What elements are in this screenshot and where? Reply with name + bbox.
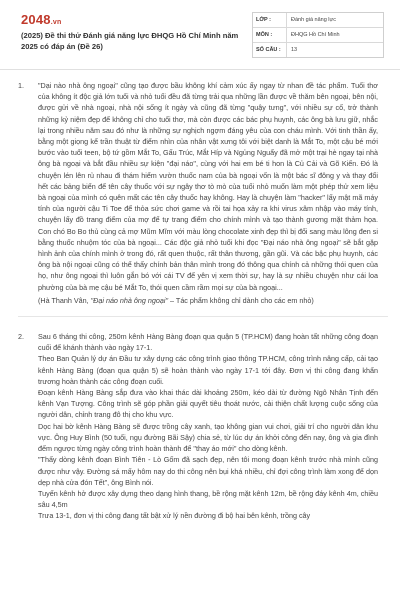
paragraph: "Thấy dòng kênh đoạn Bình Tiên - Lò Gốm đã sạch đẹp, nên tôi mong đoạn kênh trước nhà mình cũng được như vậy. Đường sá mấy hôm nay do thi công nên bụi khá nhiều, chỉ đợi công trình làm xong để dọn dẹp nhà cửa đón Tết", ông Bình nói. <box>38 455 378 487</box>
question-divider <box>18 316 388 317</box>
meta-value: 13 <box>291 47 298 53</box>
site-logo[interactable] <box>21 12 61 27</box>
logo-suffix: .vn <box>50 19 62 26</box>
passage-text: "Dại nào nhà ông ngoại" cũng tạo được bầu không khí cảm xúc ấy ngay từ nhan đề tác phẩm. Tuổi thơ của không ít độc giả lớn tuổi và nhỏ tuổi đều đã từng trải qua những lần được về thăm bên ngoại, bên nội, được gửi về nhà ngoại, nhà nội sống ít ngày và cũng đã từng "quậy tưng", với nhiều sự cố, trở thành những kỷ niệm đẹp để không chỉ cho tuổi thơ, mà còn được các bác phụ huynh, các ông bà lưu giữ, nhắc lại trong nhiều năm sau đó như là những sự nghịch ngợm đáng yêu của con cháu mình. Với tinh thần ấy, bằng một giọng kể trần thuật từ điểm nhìn của nhân vật xưng tôi với biệt danh là Mắt To, một cậu bé mới bước vào tuổi teen, bộ tứ gồm Mắt To, Gấu Trúc, Mắt Híp và Ngủng Nguẩy đã mở một trại hè ngay tại nhà ông bà ngoại và bắt đầu nhiều sự kiện "đại náo", cùng với hai em bé ti hon là Củ Cải và Gõ Kiến. Đó là chuyện lén lên rủ nhau đi thám hiểm vườn thuốc nam của bà ngoại vốn là một bác sĩ đông y và thay đổi hết các bảng biển để tên cây thuốc với sự ngây thơ tò mò của tuổi nhỏ muốn làm một phép thử xem liệu bà ngoại của mình có quên mất các tên cây thuốc hay không. Hay là chuyện làm "hacker" lấy mật mã máy tính của người cậu Ti Toe để thỏa sức chơi game và rồi tai họa xảy ra khi virus xâm nhập vào máy tính, chuyện lấy đồ trang điểm của mợ để tự trang điểm cho chính mình và tạo thành gương mặt thảm họa. Con chó Bo Bo thủ cùng cả mợ Mũm Mĩm với màu lòng chocolate xinh đẹp thì bị đổi sang màu lông đen si bằng thuốc nhuộm tóc của bà ngoại... Các độc giả nhỏ tuổi khi đọc "Đại náo nhà ông ngoại" sẽ bắt gặp hình ảnh của chính mình ở trong đó, rất quen thuộc, rất thân thương, gần gũi. Và các bậc phụ huynh, các ông bà nội ngoại cũng có thể thấy chính bản thân mình trong đó thông qua chính cả những thói quen của họ, như ông ngoại thì luôn gắn bó với cái TV để yên vị xem thời sự, hay là sự nhiều chuyện như cái loa phường của bà mẹ cậu bé Mắt To, thói quen cầm rầm mọi sự của bà ngoại... <box>38 81 378 292</box>
meta-value: Đánh giá năng lực <box>291 17 336 23</box>
question-number: 1. <box>18 81 24 90</box>
logo-text: 2048 <box>21 12 51 27</box>
meta-key: SỐ CÂU : <box>253 43 287 57</box>
document-title: (2025) Đề thi thử Đánh giá năng lực ĐHQG Hồ Chí Minh năm 2025 có đáp án (Đề 26) <box>21 31 239 51</box>
question-number: 2. <box>18 332 24 342</box>
questions-list <box>18 80 388 522</box>
meta-key: LỚP : <box>253 13 287 27</box>
paragraph: Sau 6 tháng thi công, 250m kênh Hàng Bàng đoạn qua quận 5 (TP.HCM) đang hoàn tất những công đoạn cuối để khánh thành vào ngày 17-1. <box>38 332 378 353</box>
header-divider <box>0 69 400 70</box>
meta-value: ĐHQG Hồ Chí Minh <box>291 32 340 38</box>
source-author: (Hà Thanh Vân, <box>38 295 91 305</box>
page-header <box>0 0 400 64</box>
meta-row-class <box>253 13 383 28</box>
meta-table <box>252 12 384 58</box>
paragraph: Tuyến kênh hở được xây dựng theo dạng hình thang, bề rộng mặt kênh 12m, bề rộng đáy kênh 4m, chiều sâu 4,5m <box>38 488 378 510</box>
paragraph: Đoạn kênh Hàng Bàng sắp đưa vào khai thác dài khoảng 250m, kéo dài từ đường Ngô Nhân Tịnh đến kênh Vạn Tượng. Công trình sẽ góp phần giải quyết tiêu thoát nước, cải thiện chất lượng cuộc sống của người dân, chỉnh trang đô thị cho khu vực. <box>38 388 378 420</box>
question-body <box>38 80 378 306</box>
meta-key: MÔN : <box>253 28 287 42</box>
meta-row-subject <box>253 28 383 43</box>
question-2 <box>18 331 388 521</box>
paragraph: Dọc hai bờ kênh Hàng Bàng sẽ được trồng cây xanh, tạo không gian vui chơi, giải trí cho người dân khu vực. Ông Huy Bình (50 tuổi, ngụ đường Bãi Sậy) chia sẻ, từ lúc dự án khởi công đến nay, ông và gia đình đếm ngược từng ngày công trình hoàn thành để "thay áo mới" cho dòng kênh. <box>38 421 378 454</box>
paragraph: Theo Ban Quản lý dự án Đầu tư xây dựng các công trình giao thông TP.HCM, công trình nâng cấp, cải tạo kênh Hàng Bàng (đoạn qua quận 5) sẽ hoàn thành vào ngày 17-1 tới đây. Đơn vị thi công đang khẩn trương hoàn thành các công đoạn cuối. <box>38 354 378 386</box>
meta-row-count <box>253 43 383 57</box>
passage-source <box>38 295 378 306</box>
question-1 <box>18 80 388 306</box>
paragraph: Trưa 13-1, đơn vị thi công đang tất bật xử lý nền đường đi bộ hai bên kênh, trồng cây <box>38 511 311 521</box>
source-work-title: "Đại náo nhà ông ngoại" <box>90 295 169 305</box>
question-body <box>38 331 378 521</box>
source-rest: – Tác phẩm không chỉ dành cho các em nhỏ) <box>168 295 314 305</box>
